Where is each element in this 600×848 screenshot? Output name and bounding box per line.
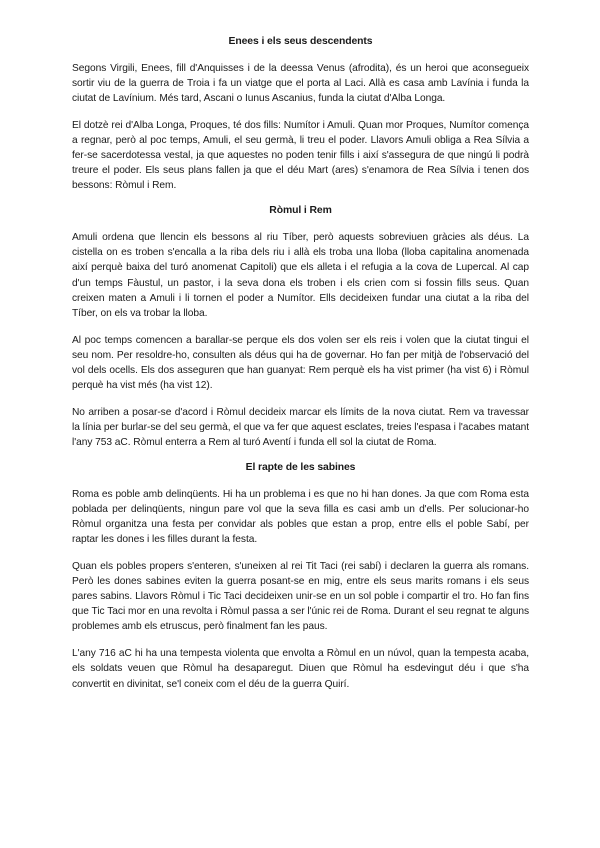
section-title-rapte-sabines: El rapte de les sabines bbox=[245, 461, 356, 473]
paragraph: L'any 716 aC hi ha una tempesta violenta que envolta a Ròmul en un núvol, quan la tempesta acaba, els soldats veuen que Ròmul ha desaparegut. Diuen que Ròmul ha esdevingut déu i que s'ha convertit en divinitat, se'l coneix com el déu de la guerra Quirí. bbox=[72, 648, 529, 690]
document-body bbox=[72, 36, 529, 704]
section-title-enees: Enees i els seus descendents bbox=[228, 36, 373, 47]
paragraph: El dotzè rei d'Alba Longa, Proques, té dos fills: Numítor i Amuli. Quan mor Proques, Numítor comença a regnar, però al poc temps, Amuli, el seu germà, li treu el poder. Llavors Amuli obliga a Rea Sílvia a fer-se sacerdotessa vestal, ja que aquestes no poden tenir fills i així s'assegura de que ningú li podrà treure el poder. Els seus plans fallen ja que el déu Mart (ares) s'enamora de Rea Sílvia i tenen dos bessons: Ròmul i Rem. bbox=[72, 120, 529, 192]
paragraph: Al poc temps comencen a barallar-se perque els dos volen ser els reis i volen que la ciutat tingui el seu nom. Per resoldre-ho, consulten als déus qui ha de governar. Ho fan per mitjà de l'observació del vol dels ocells. Els dos asseguren que han guanyat: Rem perquè els ha vist primer (ha vist 6) i Ròmul perquè ha vist més (ha vist 12). bbox=[72, 334, 529, 391]
section-title-romul-i-rem: Ròmul i Rem bbox=[269, 205, 332, 217]
paragraph: Quan els pobles propers s'enteren, s'uneixen al rei Tit Taci (rei sabí) i declaren la guerra als romans. Però les dones sabines eviten la guerra posant-se en mig, entre els seus marits romans i els seus pares sabins. Llavors Ròmul i Tic Taci decideixen unir-se en un sol poble i compartir el tro. Ho fan fins que Tic Taci mor en una revolta i Ròmul passa a ser l'únic rei de Roma. Durant el seu regnat te alguns problemes amb els etruscus, però finalment fan les paus. bbox=[72, 561, 529, 633]
paragraph: Roma es poble amb delinqüents. Hi ha un problema i es que no hi han dones. Ja que com Roma esta poblada per delinqüents, ningun pare vol que la seva filla es casi amb un d'ells. Per solucionar-ho Ròmul organitza una festa per convidar als pobles que estan a prop, entre ells el poble Sabí, per raptar les dones i les filles durant la festa. bbox=[72, 488, 529, 546]
paragraph: Segons Virgili, Enees, fill d'Anquisses i de la deessa Venus (afrodita), és un heroi que aconsegueix sortir viu de la guerra de Troia i fa un viatge que el porta al Laci. Allà es casa amb Lavínia i funda la ciutat de Lavínium. Més tard, Ascani o Iunus Ascanius, funda la ciutat d'Alba Longa. bbox=[72, 63, 529, 105]
paragraph: No arriben a posar-se d'acord i Ròmul decideix marcar els límits de la nova ciutat. Rem va travessar la línia per burlar-se del seu germà, el que va fer que aquest esclates, treies l'espasa i l'acabes matant l'any 753 aC. Ròmul enterra a Rem al turó Aventí i funda ell sol la ciutat de Roma. bbox=[72, 406, 529, 448]
paragraph: Amuli ordena que llencin els bessons al riu Tíber, però aquests sobreviuen gràcies als déus. La cistella on es troben s'encalla a la riba dels riu i allà els troba una lloba (lloba capitalina anomenada així perquè baixa del turó anomenat Capitoli) que els alleta i el refugia a la cova de Lupercal. Al cap d'un temps Fàustul, un pastor, i la seva dona els troben i els crien com si fossin fills seus. Quan creixen maten a Amuli i li tornen el poder a Numítor. Ells decideixen fundar una ciutat a la riba del Tíber, on els va trobar la lloba. bbox=[72, 232, 529, 319]
